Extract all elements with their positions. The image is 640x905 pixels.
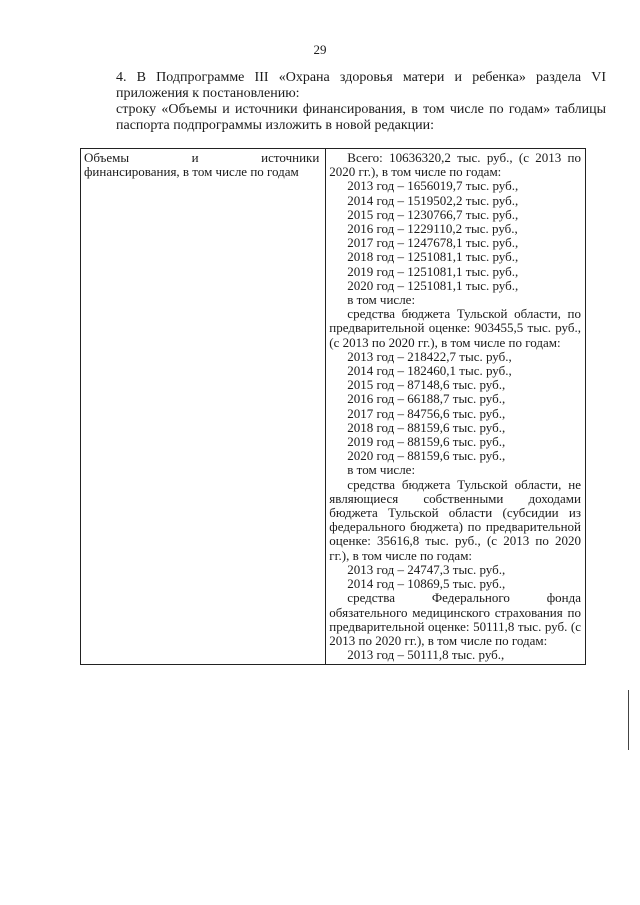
list-item: 2020 год – 1251081,1 тыс. руб., xyxy=(347,277,519,293)
total-years-list xyxy=(329,179,581,293)
row-label-cell xyxy=(81,149,326,665)
financing-table xyxy=(80,148,586,665)
list-item: 2013 год – 1656019,7 тыс. руб., xyxy=(347,178,519,194)
page-number: 29 xyxy=(313,42,327,57)
list-item: 2019 год – 88159,6 тыс. руб., xyxy=(347,434,506,450)
scan-margin-line xyxy=(628,690,629,750)
list-item: 2014 год – 182460,1 тыс. руб., xyxy=(347,363,512,379)
list-item: 2014 год – 1519502,2 тыс. руб., xyxy=(347,192,519,208)
row-label-line-2: финансирования, в том числе по годам xyxy=(84,164,299,180)
ffoms-years-list xyxy=(329,648,581,662)
including-label: в том числе: xyxy=(347,292,416,308)
list-item: 2016 год – 1229110,2 тыс. руб., xyxy=(347,221,518,237)
list-item: 2015 год – 1230766,7 тыс. руб., xyxy=(347,206,519,222)
including-label: в том числе: xyxy=(347,462,416,478)
intro-paragraph-1: 4. В Подпрограмме III «Охрана здоровья матери и ребенка» раздела VI приложения к постановлению: xyxy=(116,70,606,101)
list-item: 2018 год – 88159,6 тыс. руб., xyxy=(347,419,506,435)
ffoms-funding: средства Федерального фонда обязательного медицинского страхования по предварительной оценке: 50111,8 тыс. руб. (с 2013 по 2020 гг.), в том числе по годам: xyxy=(329,590,581,648)
row-label-line-1: Объемы и источники xyxy=(84,150,320,165)
table-row xyxy=(81,149,586,665)
federal-subsidy-funding: средства бюджета Тульской области, не являющиеся собственными доходами бюджета Тульской области (субсидии из федерального бюджета) по предварительной оценке: 35616,8 тыс. руб., (с 2013 по 2020 гг.), в том числе по годам: xyxy=(329,476,581,563)
row-value-cell xyxy=(326,149,586,665)
list-item: 2013 год – 50111,8 тыс. руб., xyxy=(347,647,505,663)
intro-paragraph-2: строку «Объемы и источники финансирования, в том числе по годам» таблицы паспорта подпрограммы изложить в новой редакции: xyxy=(116,102,606,133)
regional-budget-funding: средства бюджета Тульской области, по предварительной оценке: 903455,5 тыс. руб., (с 2013 по 2020 гг.), в том числе по годам: xyxy=(329,306,581,350)
list-item: 2015 год – 87148,6 тыс. руб., xyxy=(347,377,506,393)
list-item: 2019 год – 1251081,1 тыс. руб., xyxy=(347,263,519,279)
list-item: 2017 год – 1247678,1 тыс. руб., xyxy=(347,235,519,251)
federal-subsidy-years-list xyxy=(329,563,581,591)
list-item: 2014 год – 10869,5 тыс. руб., xyxy=(347,576,506,592)
list-item: 2020 год – 88159,6 тыс. руб., xyxy=(347,448,506,464)
total-funding: Всего: 10636320,2 тыс. руб., (с 2013 по 2020 гг.), в том числе по годам: xyxy=(329,150,581,180)
regional-years-list xyxy=(329,350,581,464)
list-item: 2013 год – 24747,3 тыс. руб., xyxy=(347,561,506,577)
list-item: 2018 год – 1251081,1 тыс. руб., xyxy=(347,249,519,265)
list-item: 2016 год – 66188,7 тыс. руб., xyxy=(347,391,506,407)
list-item: 2017 год – 84756,6 тыс. руб., xyxy=(347,405,506,421)
list-item: 2013 год – 218422,7 тыс. руб., xyxy=(347,348,512,364)
row-label xyxy=(84,151,319,179)
